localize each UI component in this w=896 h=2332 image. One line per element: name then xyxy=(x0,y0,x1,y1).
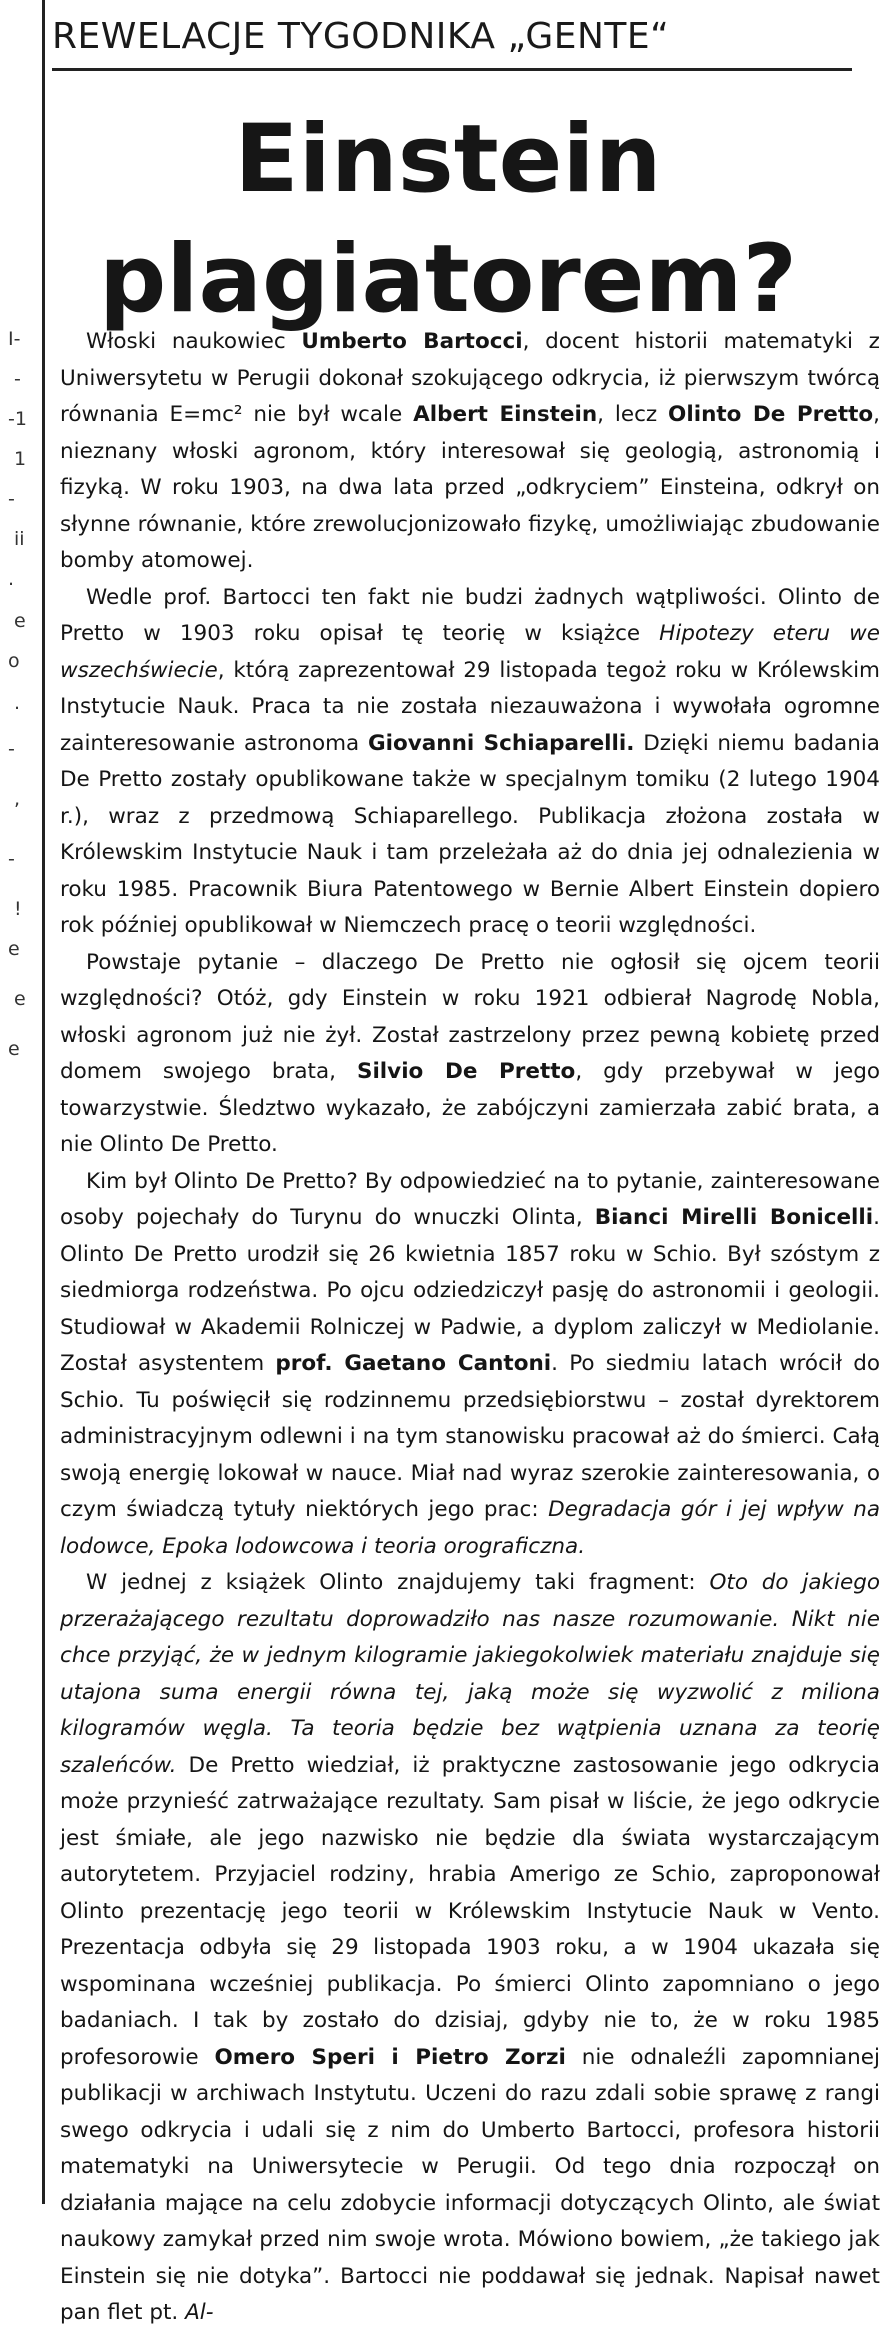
text-run: Włoski naukowiec xyxy=(86,329,302,354)
paragraph xyxy=(60,1565,880,2332)
margin-fragment: e xyxy=(14,610,26,632)
margin-fragment: - xyxy=(8,738,15,760)
bold-run: prof. Gaetano Cantoni xyxy=(275,1351,552,1376)
italic-run: Oto do jakiego przerażającego rezultatu doprowadziło nas nasze rozumowanie. Nikt nie chce przyjąć, że w jednym kilogramie jakiegokolwiek materiału znajduje się utajona suma energii równa tej, jaką może się wyzwolić z miliona kilogramów węgla. Ta teoria będzie bez wątpienia uznana za teorię szaleńców. xyxy=(60,1570,880,1778)
bold-run: Albert Einstein xyxy=(413,402,598,427)
headline-line-2: plagiatorem? xyxy=(99,225,797,334)
margin-fragment: e xyxy=(8,1038,20,1060)
bold-run: Giovanni Schiaparelli. xyxy=(367,730,635,756)
paragraph xyxy=(60,945,880,1164)
italic-run: Hipotezy eteru we wszechświecie xyxy=(60,621,880,683)
text-run: nie odnaleźli zapomnianej publikacji w archiwach Instytutu. Uczeni do razu zdali sobie sprawę z rangi swego odkrycia i udali się z nim do Umberto Bartocci, profesora historii matematyki na Uniwersytecie w Perugii. Od tego dnia rozpoczął on działania mające na celu zdobycie informacji dotyczących Olinto, ale świat naukowy zamykał przed nim swoje wrota. Mówiono bowiem, „że takiego jak Einstein się nie dotyka”. Bartocci nie poddawał się jednak. Napisał nawet pan flet pt. xyxy=(60,2044,880,2325)
margin-fragment: I- xyxy=(8,328,21,350)
bold-run: Bianci Mirelli Bonicelli xyxy=(594,1205,874,1230)
text-run: Powstaje pytanie – dlaczego De Pretto nie ogłosił się ojcem teorii względności? Otóż, gdy Einstein w roku 1921 odbierał Nagrodę Nobla, włoski agronom już nie żył. Został zastrzelony przez pewną kobietę przed domem swojego brata, xyxy=(60,949,880,1084)
margin-fragment: 1 xyxy=(14,448,27,470)
text-run: Wedle prof. Bartocci ten fakt nie budzi żadnych wątpliwości. Olinto de Pretto w 1903 roku opisał tę teorię w książce xyxy=(60,584,880,646)
kicker-rule xyxy=(52,68,852,71)
margin-fragment: . xyxy=(8,568,15,590)
margin-fragment: -1 xyxy=(8,408,27,430)
margin-fragment: . xyxy=(14,692,21,714)
bold-run: Olinto De Pretto xyxy=(668,402,874,427)
text-run: W jednej z książek Olinto znajdujemy taki fragment: xyxy=(86,1570,710,1595)
margin-fragment: ii xyxy=(14,528,25,550)
margin-fragment: ! xyxy=(14,898,22,920)
margin-fragment: e xyxy=(14,988,26,1010)
margin-fragment: - xyxy=(8,848,15,870)
margin-fragment: - xyxy=(14,368,21,390)
bold-run: Silvio De Pretto xyxy=(356,1059,576,1084)
text-run: . Olinto De Pretto urodził się 26 kwietnia 1857 roku w Schio. Był szóstym z siedmiorga rodzeństwa. Po ojcu odziedziczył pasję do astronomii i geologii. Studiował w Akademii Rolniczej w Padwie, a dyplom zaliczył w Mediolanie. Został asystentem xyxy=(60,1205,881,1376)
margin-fragment: , xyxy=(14,788,21,810)
margin-fragment: - xyxy=(8,488,15,510)
margin-fragment: o xyxy=(8,650,20,672)
paragraph xyxy=(60,324,880,580)
headline-line-1: Einstein xyxy=(234,105,662,214)
bold-run: Omero Speri i Pietro Zorzi xyxy=(214,2044,566,2070)
text-run: , gdy przebywał w jego towarzystwie. Śledztwo wykazało, że zabójczyni zamierzała zabić brata, a nie Olinto De Pretto. xyxy=(60,1059,880,1157)
italic-run: Al- xyxy=(185,2300,214,2325)
text-run: Kim był Olinto De Pretto? By odpowiedzieć na to pytanie, zainteresowane osoby pojechały do Turynu do wnuczki Olinta, xyxy=(60,1168,880,1230)
article-body xyxy=(60,324,880,2332)
text-run: . Po siedmiu latach wrócił do Schio. Tu poświęcił się rodzinnemu przedsiębiorstwu – został dyrektorem administracyjnym odlewni i na tym stanowisku pracował aż do śmierci. Całą swoją energię lokował w nauce. Miał nad wyraz szerokie zainteresowania, o czym świadczą tytuły niektórych jego prac: xyxy=(60,1351,880,1522)
paragraph xyxy=(60,580,880,945)
text-run: , nieznany włoski agronom, który interesował się geologią, astronomią i fizyką. W roku 1903, na dwa lata przed „odkryciem” Einsteina, odkrył on słynne równanie, które zrewolucjonizowało fizykę, umożliwiając zbudowanie bomby atomowej. xyxy=(60,402,880,573)
italic-run: Degradacja gór i jej wpływ na lodowce, Epoka lodowcowa i teoria orograficzna. xyxy=(60,1497,880,1559)
bold-run: Umberto Bartocci xyxy=(301,329,523,354)
paragraph xyxy=(60,1164,880,1566)
text-run: Dzięki niemu badania De Pretto zostały opublikowane także w specjalnym tomiku (2 lutego 1904 r.), wraz z przedmową Schiaparellego. Publikacja złożona została w Królewskim Instytucie Nauk i tam przeleżała aż do dnia jej odnalezienia w roku 1985. Pracownik Biura Patentowego w Bernie Albert Einstein dopiero rok później opublikował w Niemczech pracę o teorii względności. xyxy=(60,730,880,938)
text-run: , docent historii matematyki z Uniwersytetu w Perugii dokonał szokującego odkrycia, iż pierwszym twórcą równania E=mc² nie był wcale xyxy=(60,329,880,427)
text-run: De Pretto wiedział, iż praktyczne zastosowanie jego odkrycia może przynieść zatrważające rezultaty. Sam pisał w liście, że jego odkrycie jest śmiałe, ale jego nazwisko nie będzie dla świata wystarczającym autorytetem. Przyjaciel rodziny, hrabia Amerigo ze Schio, zaproponował Olinto prezentację jego teorii w Królewskim Instytucie Nauk w Vento. Prezentacja odbyła się 29 listopada 1903 roku, a w 1904 ukazała się wspominana wcześniej publikacja. Po śmierci Olinto zapomniano o jego badaniach. I tak by zostało do dzisiaj, gdyby nie to, że w roku 1985 profesorowie xyxy=(60,1752,880,2070)
headline xyxy=(0,100,896,340)
text-run: , którą zaprezentował 29 listopada tegoż roku w Królewskim Instytucie Nauk. Praca ta nie została niezauważona i wywołała ogromne zainteresowanie astronoma xyxy=(60,657,880,756)
kicker: REWELACJE TYGODNIKA „GENTE“ xyxy=(52,16,670,57)
margin-fragment: e xyxy=(8,938,20,960)
text-run: , lecz xyxy=(597,402,669,427)
